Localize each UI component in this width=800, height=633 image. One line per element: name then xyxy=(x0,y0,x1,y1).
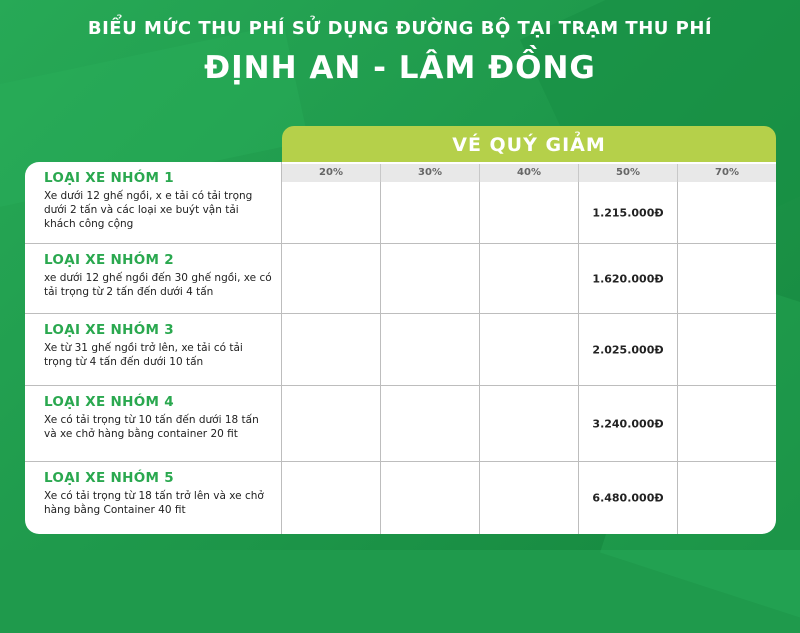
vehicle-group-cell xyxy=(25,162,282,243)
fee-cell-30 xyxy=(381,182,480,243)
table-row xyxy=(25,386,776,462)
fee-value: 1.215.000Đ xyxy=(592,206,664,219)
vehicle-group-name: LOẠI XE NHÓM 3 xyxy=(44,322,174,338)
fee-cell-40 xyxy=(480,244,579,313)
page-title: ĐỊNH AN - LÂM ĐỒNG xyxy=(204,50,596,86)
table-row xyxy=(25,244,776,314)
fee-cell-20 xyxy=(282,462,381,534)
fee-value: 1.620.000Đ xyxy=(592,272,664,285)
discount-40: 40% xyxy=(480,164,579,182)
table-row xyxy=(25,314,776,386)
fee-cells xyxy=(282,182,776,243)
fee-cell-50 xyxy=(579,314,678,385)
fee-cells xyxy=(282,462,776,534)
fee-cell-20 xyxy=(282,182,381,243)
fee-cell-20 xyxy=(282,314,381,385)
fee-cell-30 xyxy=(381,386,480,461)
fee-cell-40 xyxy=(480,314,579,385)
fee-cell-70 xyxy=(678,462,776,534)
fee-cell-70 xyxy=(678,386,776,461)
fee-cells xyxy=(282,314,776,385)
vehicle-group-name: LOẠI XE NHÓM 5 xyxy=(44,470,174,486)
fee-cells xyxy=(282,244,776,313)
vehicle-group-desc: Xe dưới 12 ghế ngồi, x e tải có tải trọng dưới 2 tấn và các loại xe buýt vận tải khách công cộng xyxy=(44,190,253,230)
fee-cell-40 xyxy=(480,182,579,243)
fee-table xyxy=(25,162,776,534)
fee-cell-30 xyxy=(381,314,480,385)
table-row xyxy=(25,162,776,244)
fee-cell-50 xyxy=(579,462,678,534)
fee-cell-50 xyxy=(579,386,678,461)
table-row xyxy=(25,462,776,534)
vehicle-group-cell xyxy=(25,462,282,534)
vehicle-group-desc: Xe từ 31 ghế ngồi trở lên, xe tải có tải trọng từ 4 tấn đến dưới 10 tấn xyxy=(44,342,243,368)
fee-cell-50 xyxy=(579,182,678,243)
fee-value: 6.480.000Đ xyxy=(592,491,664,505)
vehicle-group-cell xyxy=(25,314,282,385)
fee-cell-70 xyxy=(678,182,776,243)
page-subtitle: BIỂU MỨC THU PHÍ SỬ DỤNG ĐƯỜNG BỘ TẠI TRẠM THU PHÍ xyxy=(87,18,713,39)
vehicle-group-desc: xe dưới 12 ghế ngồi đến 30 ghế ngồi, xe có tải trọng từ 2 tấn đến dưới 4 tấn xyxy=(44,272,272,298)
vehicle-group-desc: Xe có tải trọng từ 10 tấn đến dưới 18 tấn và xe chở hàng bằng container 20 fit xyxy=(44,414,259,440)
vehicle-group-cell xyxy=(25,244,282,313)
discount-50: 50% xyxy=(579,164,678,182)
vehicle-group-name: LOẠI XE NHÓM 4 xyxy=(44,394,174,410)
fee-cell-50 xyxy=(579,244,678,313)
fee-cells xyxy=(282,386,776,461)
fee-cell-70 xyxy=(678,244,776,313)
vehicle-group-name: LOẠI XE NHÓM 2 xyxy=(44,252,174,268)
discount-20: 20% xyxy=(282,164,381,182)
fee-cell-20 xyxy=(282,244,381,313)
fee-value: 2.025.000Đ xyxy=(592,343,664,356)
fee-cell-40 xyxy=(480,386,579,461)
fee-cell-30 xyxy=(381,462,480,534)
vehicle-group-cell xyxy=(25,386,282,461)
fee-cell-40 xyxy=(480,462,579,534)
vehicle-group-name: LOẠI XE NHÓM 1 xyxy=(44,170,174,186)
ticket-type-header: VÉ QUÝ GIẢM xyxy=(282,126,776,164)
discount-30: 30% xyxy=(381,164,480,182)
discount-70: 70% xyxy=(715,167,739,178)
fee-cell-30 xyxy=(381,244,480,313)
fee-cell-20 xyxy=(282,386,381,461)
fee-cell-70 xyxy=(678,314,776,385)
fee-value: 3.240.000Đ xyxy=(592,417,664,430)
vehicle-group-desc: Xe có tải trọng từ 18 tấn trở lên và xe chở hàng bằng Container 40 fit xyxy=(44,490,264,516)
